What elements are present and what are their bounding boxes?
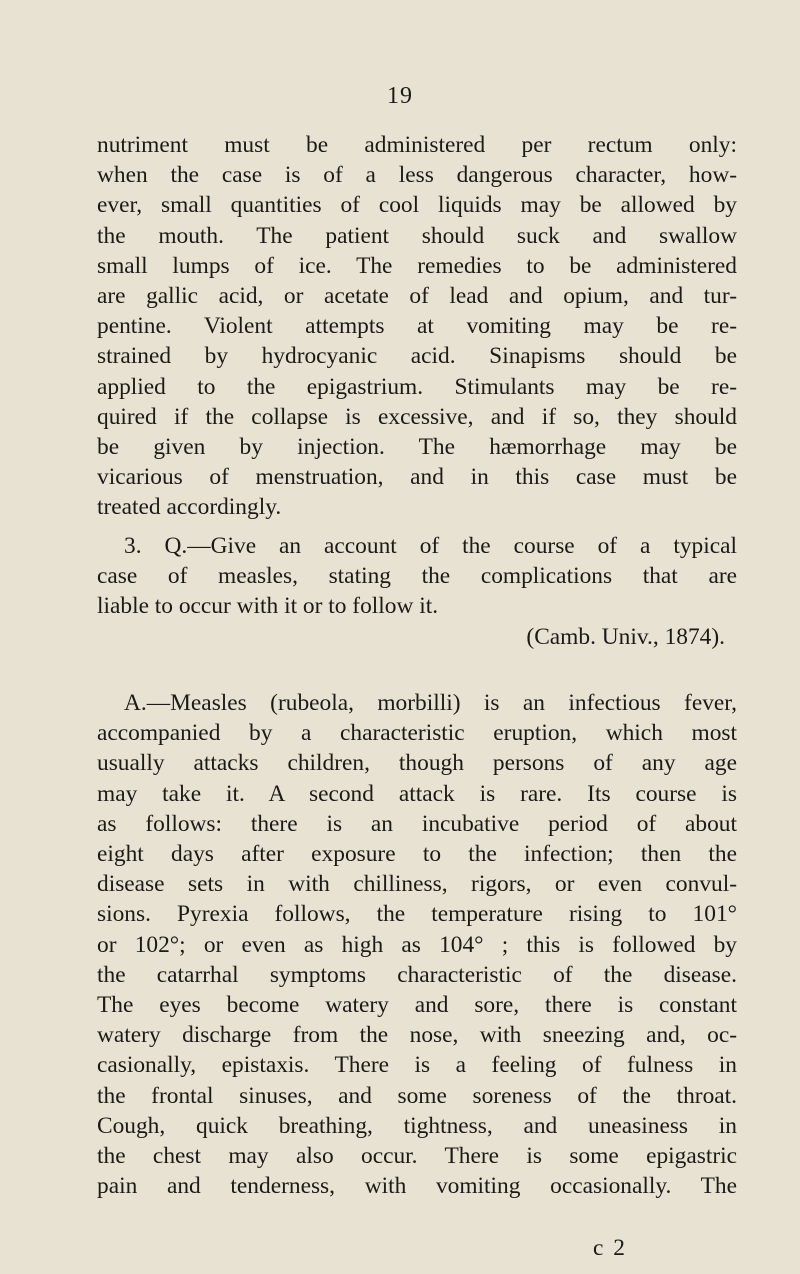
- text-line: quired if the collapse is excessive, and if so, they should: [97, 403, 737, 430]
- answer-line: eight days after exposure to the infection; then the: [97, 841, 737, 868]
- answer-line: Cough, quick breathing, tightness, and uneasiness in: [97, 1112, 737, 1139]
- signature-mark: c 2: [593, 1235, 627, 1261]
- text-line: ever, small quantities of cool liquids may be allowed by: [97, 192, 737, 219]
- question-source: (Camb. Univ., 1874).: [526, 623, 725, 650]
- answer-line: pain and tenderness, with vomiting occasionally. The: [97, 1173, 737, 1200]
- answer-line: A.—Measles (rubeola, morbilli) is an infectious fever,: [124, 690, 737, 716]
- text-line: vicarious of menstruation, and in this case must be: [97, 464, 737, 491]
- text-line: treated accordingly.: [97, 494, 282, 521]
- page-number: 19: [387, 83, 413, 109]
- text-line: pentine. Violent attempts at vomiting may be re-: [97, 313, 737, 340]
- answer-line: as follows: there is an incubative period of about: [97, 810, 737, 837]
- text-line: nutriment must be administered per rectum only:: [97, 132, 737, 158]
- answer-line: may take it. A second attack is rare. Its course is: [97, 780, 737, 807]
- question-line: liable to occur with it or to follow it.: [97, 593, 439, 620]
- question-line: case of measles, stating the complications that are: [97, 563, 737, 590]
- answer-line: the frontal sinuses, and some soreness of the throat.: [97, 1082, 737, 1109]
- answer-line: the catarrhal symptoms characteristic of the disease.: [97, 961, 737, 988]
- answer-line: usually attacks children, though persons of any age: [97, 750, 737, 777]
- paragraph-question: [97, 531, 737, 652]
- answer-line: casionally, epistaxis. There is a feeling of fulness in: [97, 1052, 737, 1079]
- text-line: be given by injection. The hæmorrhage may be: [97, 434, 737, 461]
- text-line: are gallic acid, or acetate of lead and opium, and tur-: [97, 283, 737, 310]
- answer-line: or 102°; or even as high as 104° ; this is followed by: [97, 931, 737, 958]
- question-line: 3. Q.—Give an account of the course of a typical: [124, 533, 737, 559]
- paragraph-answer: [97, 688, 737, 1201]
- text-line: small lumps of ice. The remedies to be administered: [97, 252, 737, 279]
- paragraph-treatment-continued: [97, 130, 737, 523]
- text-line: strained by hydrocyanic acid. Sinapisms should be: [97, 343, 737, 370]
- text-line: when the case is of a less dangerous character, how-: [97, 162, 737, 189]
- text-line: the mouth. The patient should suck and swallow: [97, 222, 737, 249]
- answer-line: disease sets in with chilliness, rigors, or even convul-: [97, 871, 737, 898]
- answer-line: sions. Pyrexia follows, the temperature rising to 101°: [97, 901, 737, 928]
- answer-line: The eyes become watery and sore, there is constant: [97, 992, 737, 1019]
- answer-line: watery discharge from the nose, with sneezing and, oc-: [97, 1022, 737, 1049]
- answer-line: accompanied by a characteristic eruption, which most: [97, 720, 737, 747]
- answer-line: the chest may also occur. There is some epigastric: [97, 1143, 737, 1170]
- text-line: applied to the epigastrium. Stimulants may be re-: [97, 373, 737, 400]
